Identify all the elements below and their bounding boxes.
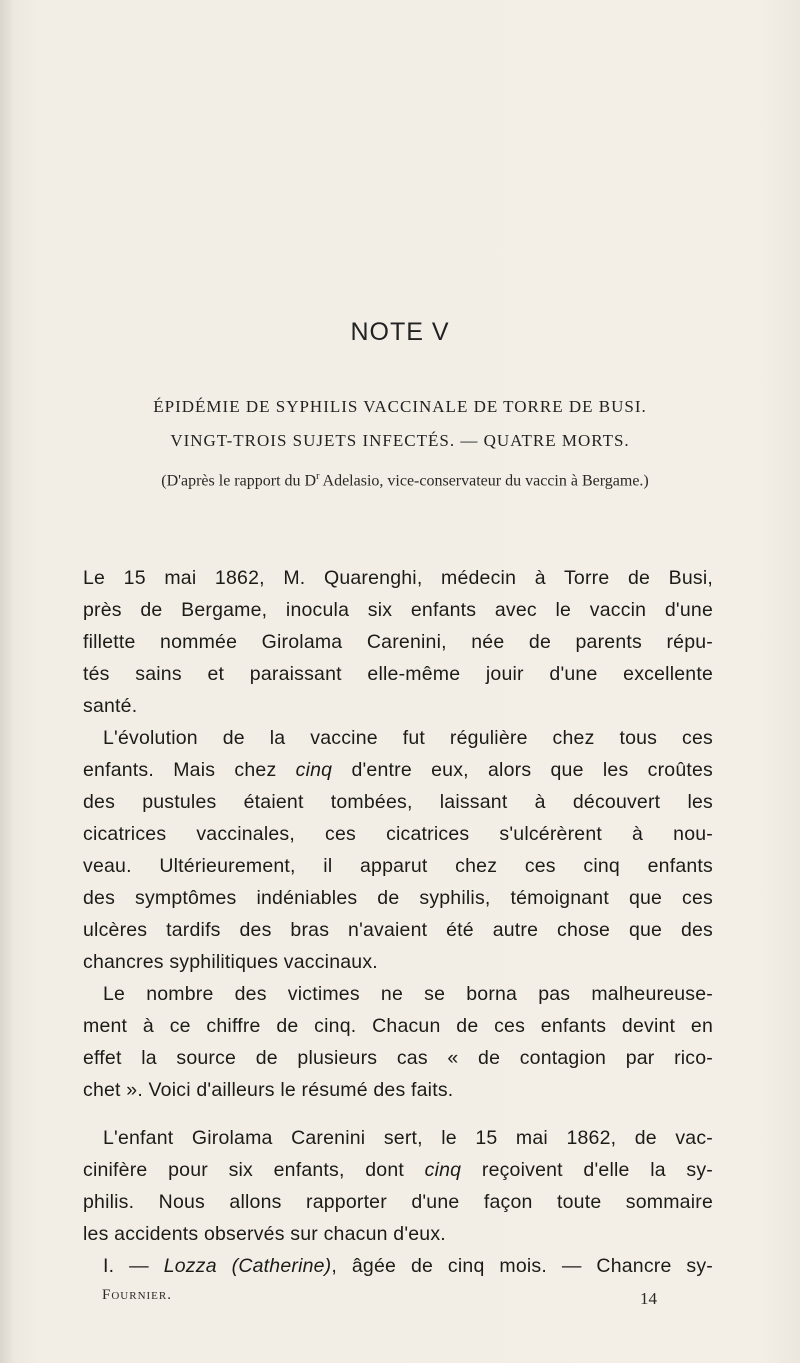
signature-number: 14 <box>640 1289 657 1308</box>
text-line: tés sains et paraissant elle-même jouir d'une excellente <box>83 663 713 685</box>
text-line: des symptômes indéniables de syphilis, témoignant que ces <box>83 887 713 909</box>
text-line <box>83 1159 713 1182</box>
heading-epidemic: ÉPIDÉMIE DE SYPHILIS VACCINALE DE TORRE DE BUSI. <box>153 397 647 416</box>
text-line <box>83 759 713 782</box>
text-segment: d'entre eux, alors que les croûtes <box>332 759 713 781</box>
text-line: L'enfant Girolama Carenini sert, le 15 mai 1862, de vac- <box>103 1127 713 1149</box>
text-line: cicatrices vaccinales, ces cicatrices s'ulcérèrent à nou- <box>83 823 713 845</box>
italic-word: cinq <box>295 759 333 781</box>
text-line: fillette nommée Girolama Carenini, née de parents répu- <box>83 631 713 653</box>
text-line: santé. <box>83 695 138 717</box>
text-line: L'évolution de la vaccine fut régulière chez tous ces <box>103 727 713 749</box>
source-text-2: Adelasio, vice-conservateur du vaccin à Bergame.) <box>319 472 649 490</box>
text-line: effet la source de plusieurs cas « de contagion par rico- <box>83 1047 713 1069</box>
source-text-1: (D'après le rapport du D <box>161 472 317 490</box>
text-line: Le nombre des victimes ne se borna pas malheureuse- <box>103 983 713 1005</box>
note-title: NOTE V <box>350 318 450 346</box>
text-segment: reçoivent d'elle la sy- <box>461 1159 713 1181</box>
text-line: les accidents observés sur chacun d'eux. <box>83 1223 446 1245</box>
text-line: près de Bergame, inocula six enfants avec le vaccin d'une <box>83 599 713 621</box>
text-segment: , âgée de cinq mois. — Chancre sy- <box>331 1255 713 1277</box>
text-segment: enfants. Mais chez <box>83 759 296 781</box>
text-line: ulcères tardifs des bras n'avaient été autre chose que des <box>83 919 713 941</box>
italic-word: cinq <box>424 1159 462 1181</box>
italic-name: Lozza <box>163 1255 217 1277</box>
italic-firstname: (Catherine) <box>231 1255 332 1277</box>
text-line: chancres syphilitiques vaccinaux. <box>83 951 378 973</box>
text-line: veau. Ultérieurement, il apparut chez ces cinq enfants <box>83 855 713 877</box>
source-superscript: r <box>316 471 320 482</box>
text-line: des pustules étaient tombées, laissant à découvert les <box>83 791 713 813</box>
text-line: Le 15 mai 1862, M. Quarenghi, médecin à Torre de Busi, <box>83 567 713 589</box>
text-line <box>103 1255 713 1278</box>
source-note <box>95 465 715 493</box>
signature-author: Fournier. <box>102 1287 172 1303</box>
item-number: I. — <box>103 1255 164 1277</box>
text-line: philis. Nous allons rapporter d'une façon toute sommaire <box>83 1191 713 1213</box>
text-line: chet ». Voici d'ailleurs le résumé des faits. <box>83 1079 454 1101</box>
text-segment: cinifère pour six enfants, dont <box>83 1159 425 1181</box>
heading-subjects: VINGT-TROIS SUJETS INFECTÉS. — QUATRE MORTS. <box>170 431 630 450</box>
text-line: ment à ce chiffre de cinq. Chacun de ces enfants devint en <box>83 1015 713 1037</box>
